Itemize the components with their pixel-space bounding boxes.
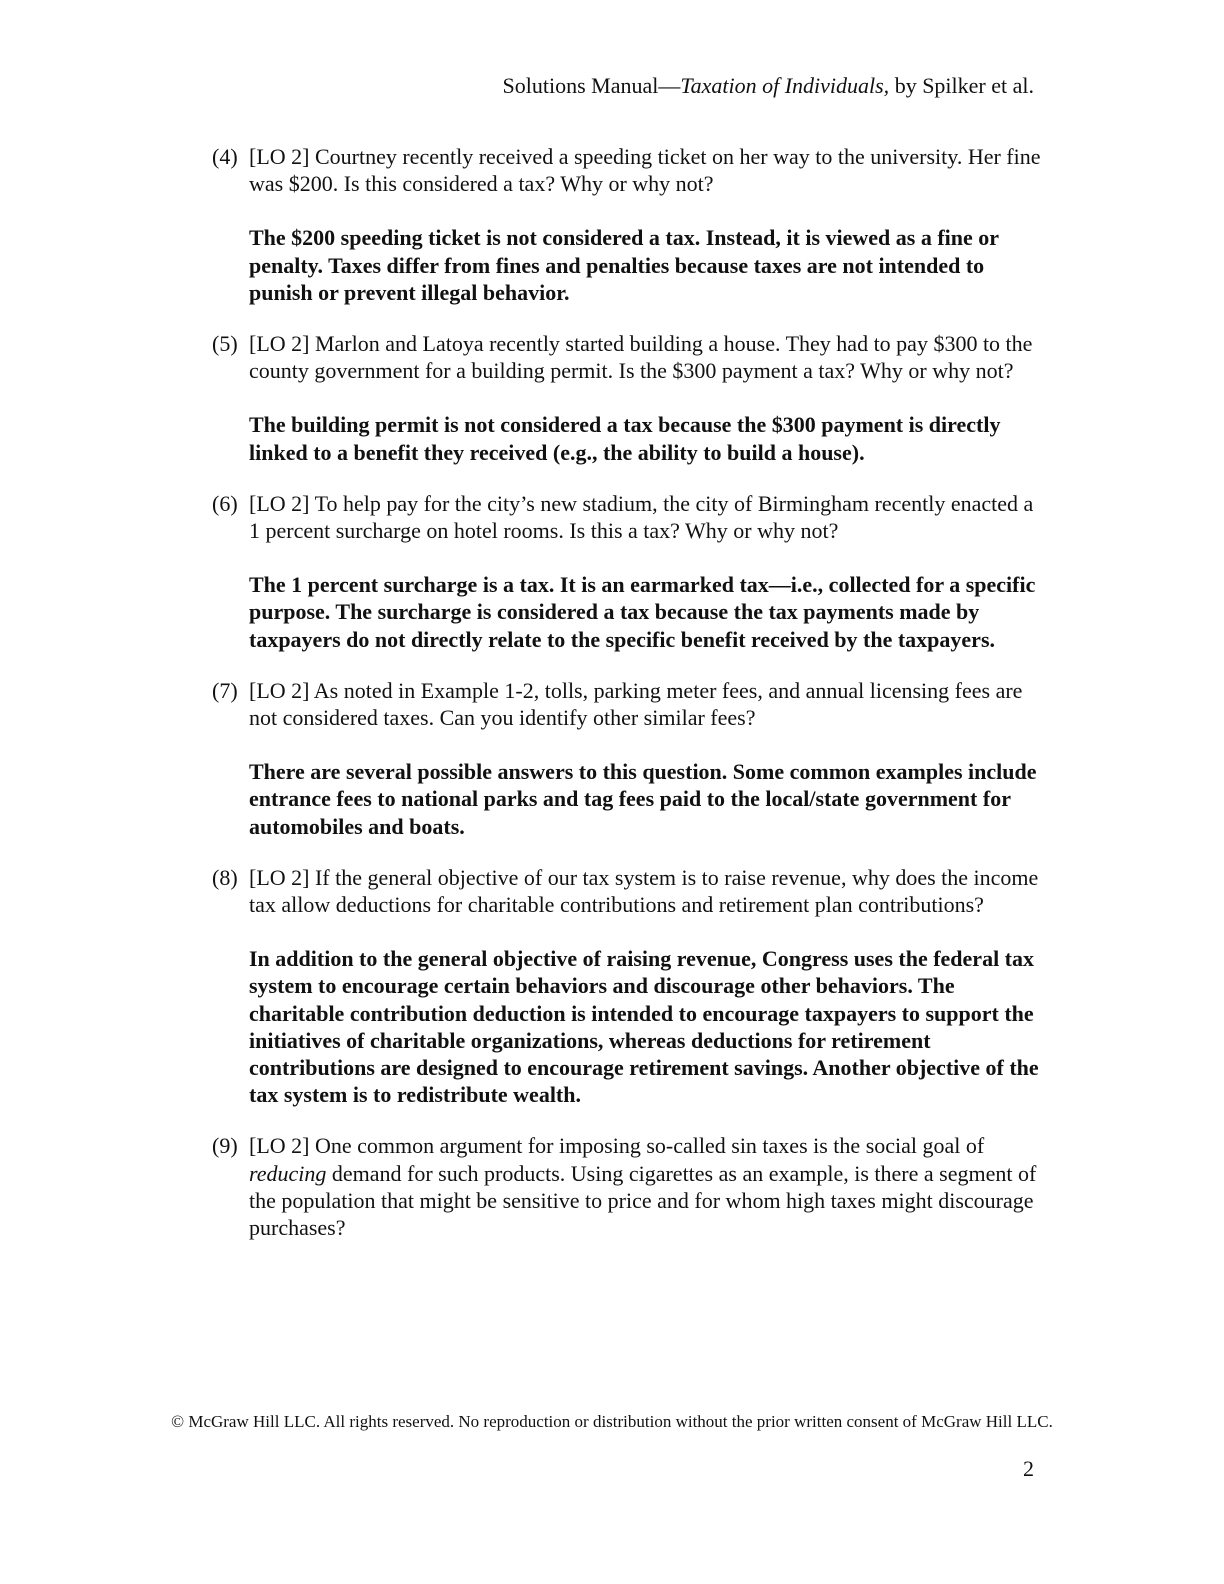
qa-item-4 (212, 143, 1042, 306)
question-number: (4) (212, 144, 238, 169)
answer-text: The 1 percent surcharge is a tax. It is an earmarked tax—i.e., collected for a specific purpose. The surcharge is considered a tax because the tax payments made by taxpayers do not directly relate to the specific benefit received by the taxpayers. (249, 572, 1036, 652)
question (212, 490, 1042, 544)
question-number: (5) (212, 331, 238, 357)
question-text: [LO 2] If the general objective of our tax system is to raise revenue, why does the income tax allow deductions for charitable contributions and retirement plan contributions? (249, 864, 1039, 918)
copyright-footer: © McGraw Hill LLC. All rights reserved. No reproduction or distribution without the prior written consent of McGraw Hill LLC. (171, 1412, 1053, 1431)
question-text: [LO 2] As noted in Example 1-2, tolls, parking meter fees, and annual licensing fees are not considered taxes. Can you identify other similar fees? (249, 677, 1023, 731)
question (212, 864, 1042, 918)
answer-text: The $200 speeding ticket is not considered a tax. Instead, it is viewed as a fine or penalty. Taxes differ from fines and penalties because taxes are not intended to punish or prevent illegal behavior. (249, 225, 999, 305)
running-header (503, 72, 1034, 100)
question-number: (9) (212, 1133, 238, 1159)
header-suffix: by Spilker et al. (889, 73, 1034, 98)
question-text-emphasis: reducing (249, 1160, 327, 1186)
qa-item-9 (212, 1132, 1042, 1241)
answer-text: There are several possible answers to this question. Some common examples include entrance fees to national parks and tag fees paid to the local/state government for automobiles and boats. (249, 759, 1037, 839)
question (212, 330, 1042, 384)
question-number: (7) (212, 677, 238, 703)
question-answer-list (212, 143, 1042, 1241)
qa-item-8 (212, 864, 1042, 1109)
header-prefix: Solutions Manual— (502, 73, 681, 98)
question (212, 677, 1042, 731)
question-text: [LO 2] To help pay for the city’s new stadium, the city of Birmingham recently enacted a 1 percent surcharge on hotel rooms. Is this a tax? Why or why not? (249, 490, 1034, 544)
qa-item-5 (212, 330, 1042, 466)
question-text: [LO 2] Courtney recently received a speeding ticket on her way to the university. Her fine was $200. Is this considered a tax? Why or why not? (249, 144, 1041, 197)
question-text: [LO 2] Marlon and Latoya recently started building a house. They had to pay $300 to the county government for a building permit. Is the $300 payment a tax? Why or why not? (249, 331, 1033, 384)
question (212, 1132, 1042, 1241)
question-text-end: demand for such products. Using cigarettes as an example, is there a segment of the population that might be sensitive to price and for whom high taxes might discourage purchases? (249, 1160, 1037, 1241)
question-text-start: [LO 2] One common argument for imposing so-called sin taxes is the social goal of (249, 1133, 985, 1159)
answer-text: In addition to the general objective of raising revenue, Congress uses the federal tax system to encourage certain behaviors and discourage other behaviors. The charitable contribution deduction is intended to encourage taxpayers to support the initiatives of charitable organizations, whereas deductions for retirement contributions are designed to encourage retirement savings. Another objective of the tax system is to redistribute wealth. (249, 946, 1039, 1108)
header-book-title: Taxation of Individuals, (680, 73, 890, 98)
page-number: 2 (1023, 1456, 1034, 1481)
question (212, 143, 1042, 197)
question-number: (6) (212, 490, 238, 516)
question-number: (8) (212, 864, 238, 890)
answer-text: The building permit is not considered a tax because the $300 payment is directly linked to a benefit they received (e.g., the ability to build a house). (249, 412, 1001, 465)
qa-item-7 (212, 677, 1042, 840)
qa-item-6 (212, 490, 1042, 653)
